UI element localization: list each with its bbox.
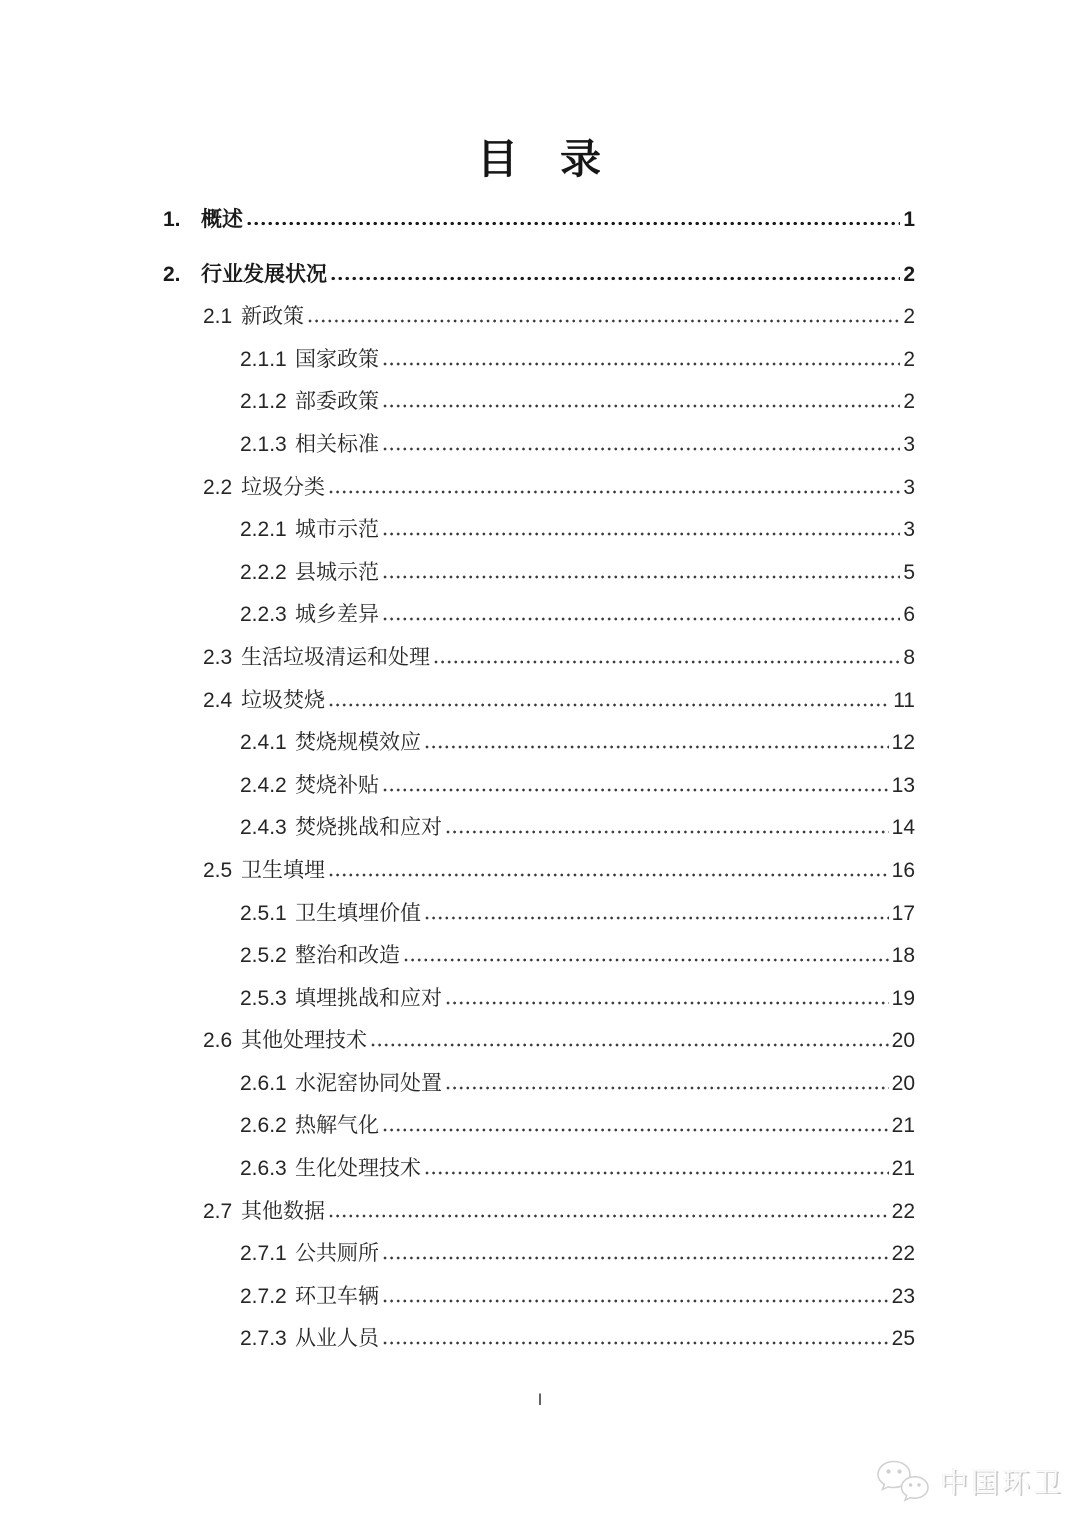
toc-entry[interactable] — [163, 513, 915, 556]
toc-entry[interactable] — [163, 1322, 915, 1365]
dot-leader — [383, 404, 900, 408]
toc-entry-number: 2.5.3 — [240, 986, 287, 1010]
dot-leader — [446, 1001, 889, 1005]
toc-entry-label: 相关标准 — [295, 432, 379, 456]
toc-entry-number: 2.6.3 — [240, 1157, 287, 1181]
toc-entry-page: 25 — [891, 1327, 915, 1351]
toc-entry-page: 2 — [903, 305, 915, 329]
toc-entry-label: 部委政策 — [295, 390, 379, 414]
toc-entry-page: 13 — [891, 773, 915, 797]
toc-entry-label: 概述 — [201, 208, 243, 231]
toc-entry-label: 生活垃圾清运和处理 — [241, 645, 430, 669]
toc-entry-label: 垃圾焚烧 — [241, 688, 325, 712]
dot-leader — [383, 1128, 889, 1132]
toc-entry-label: 生化处理技术 — [295, 1157, 421, 1181]
toc-entry[interactable] — [163, 300, 915, 343]
toc-entry[interactable] — [163, 428, 915, 471]
toc-entry[interactable] — [163, 726, 915, 769]
toc-entry-number: 2.2.2 — [240, 560, 287, 584]
toc-entry-label: 公共厕所 — [295, 1242, 379, 1266]
toc-entry-label: 垃圾分类 — [241, 475, 325, 499]
dot-leader — [383, 362, 900, 366]
toc-entry-number: 2.7.2 — [240, 1284, 287, 1308]
toc-entry-page: 1 — [903, 208, 915, 231]
watermark — [874, 1458, 1064, 1504]
toc-entry[interactable] — [163, 811, 915, 854]
toc-entry-page: 18 — [891, 944, 915, 968]
toc-entry-label: 卫生填埋价值 — [295, 901, 421, 925]
dot-leader — [383, 617, 900, 621]
toc-entry-page: 20 — [891, 1029, 915, 1053]
toc-entry-number: 2.1.1 — [240, 347, 287, 371]
dot-leader — [446, 1086, 889, 1090]
toc-entry[interactable] — [163, 982, 915, 1025]
toc-entry-label: 环卫车辆 — [295, 1284, 379, 1308]
toc-entry-label: 其他数据 — [241, 1199, 325, 1223]
toc-entry-label: 卫生填埋 — [241, 858, 325, 882]
toc-entry-page: 12 — [891, 731, 915, 755]
toc-entry-label: 新政策 — [241, 305, 304, 329]
toc-entry[interactable] — [163, 684, 915, 727]
toc-entry-number: 2.5.1 — [240, 901, 287, 925]
toc-entry-page: 19 — [891, 986, 915, 1010]
toc-entry[interactable] — [163, 258, 915, 301]
dot-leader — [383, 447, 900, 451]
toc-entry-page: 16 — [891, 858, 915, 882]
dot-leader — [329, 873, 889, 877]
dot-leader — [247, 221, 900, 226]
toc-entry-number: 2.2.3 — [240, 603, 287, 627]
dot-leader — [383, 532, 900, 536]
toc-entry-label: 城市示范 — [295, 518, 379, 542]
toc-entry[interactable] — [163, 385, 915, 428]
toc-entry-number: 1. — [163, 208, 181, 231]
toc-entry[interactable] — [163, 641, 915, 684]
toc-entry-page: 22 — [891, 1199, 915, 1223]
dot-leader — [383, 1256, 889, 1260]
toc-entry[interactable] — [163, 854, 915, 897]
toc-entry-label: 填埋挑战和应对 — [295, 986, 442, 1010]
toc-entry-label: 国家政策 — [295, 347, 379, 371]
toc-entry-page: 5 — [903, 560, 915, 584]
toc-entry-number: 2.7 — [203, 1199, 233, 1223]
toc-entry-page: 22 — [891, 1242, 915, 1266]
toc-entry-label: 从业人员 — [295, 1327, 379, 1351]
dot-leader — [434, 660, 900, 664]
dot-leader — [383, 1341, 889, 1345]
toc-entry-label: 其他处理技术 — [241, 1029, 367, 1053]
toc-entry-label: 焚烧补贴 — [295, 773, 379, 797]
toc-entry-number: 2.1 — [203, 305, 233, 329]
toc-entry-page: 3 — [903, 432, 915, 456]
watermark-text: 中国环卫 — [939, 1467, 1064, 1498]
toc-entry-page: 20 — [891, 1071, 915, 1095]
toc-entry-page: 2 — [903, 347, 915, 371]
dot-leader — [383, 788, 889, 792]
toc-entry-page: 14 — [891, 816, 915, 840]
toc-entry-page: 2 — [903, 390, 915, 414]
toc-entry-page: 3 — [903, 518, 915, 542]
toc-entry[interactable] — [163, 556, 915, 599]
toc-entry[interactable] — [163, 897, 915, 940]
toc-entry-label: 整治和改造 — [295, 944, 400, 968]
toc-entry-number: 2.4.2 — [240, 773, 287, 797]
toc-entry-page: 23 — [891, 1284, 915, 1308]
toc-entry-number: 2.4.1 — [240, 731, 287, 755]
dot-leader — [383, 575, 900, 579]
toc-entry-label: 城乡差异 — [295, 603, 379, 627]
toc-entry-number: 2.6 — [203, 1029, 233, 1053]
toc-entry-number: 2.6.1 — [240, 1071, 287, 1095]
dot-leader — [371, 1043, 889, 1047]
toc-entry-label: 行业发展状况 — [201, 262, 327, 286]
toc-entry[interactable] — [163, 769, 915, 812]
toc-entry[interactable] — [163, 598, 915, 641]
toc-entry-page: 6 — [903, 603, 915, 627]
toc-entry-number: 2.1.2 — [240, 390, 287, 414]
toc-entry-number: 2.5.2 — [240, 944, 287, 968]
toc-entry[interactable] — [163, 1109, 915, 1152]
dot-leader — [425, 1171, 889, 1175]
toc-entry-number: 2.3 — [203, 645, 233, 669]
toc-entry-page: 2 — [903, 262, 915, 286]
toc-entry-label: 县城示范 — [295, 560, 379, 584]
footer-page-number: I — [537, 1390, 543, 1409]
toc-entry[interactable] — [163, 1152, 915, 1195]
toc-entry-number: 2.7.3 — [240, 1327, 287, 1351]
dot-leader — [331, 276, 900, 281]
toc-entry[interactable] — [163, 471, 915, 514]
dot-leader — [425, 916, 889, 920]
toc-entry-number: 2.4 — [203, 688, 233, 712]
toc-entry[interactable] — [163, 1237, 915, 1280]
toc-entry-page: 21 — [891, 1114, 915, 1138]
toc-entry[interactable] — [163, 1195, 915, 1238]
dot-leader — [383, 1299, 889, 1303]
toc-list — [163, 191, 915, 1365]
toc-entry[interactable] — [163, 1067, 915, 1110]
toc-entry-number: 2.7.1 — [240, 1242, 287, 1266]
toc-entry-number: 2.2.1 — [240, 518, 287, 542]
toc-entry-page: 11 — [893, 688, 915, 712]
dot-leader — [446, 830, 889, 834]
toc-entry-number: 2.5 — [203, 858, 233, 882]
dot-leader — [329, 490, 900, 494]
dot-leader — [329, 1214, 889, 1218]
toc-entry-number: 2.4.3 — [240, 816, 287, 840]
toc-entry[interactable] — [163, 343, 915, 386]
dot-leader — [308, 319, 900, 323]
toc-entry-page: 21 — [891, 1157, 915, 1181]
page-title: 目 录 — [476, 136, 604, 182]
toc-entry[interactable] — [163, 1024, 915, 1067]
toc-entry-page: 17 — [891, 901, 915, 925]
toc-entry-label: 焚烧挑战和应对 — [295, 816, 442, 840]
dot-leader — [404, 958, 889, 962]
toc-entry-number: 2.1.3 — [240, 432, 287, 456]
toc-entry[interactable] — [163, 1280, 915, 1323]
toc-entry-label: 焚烧规模效应 — [295, 731, 421, 755]
toc-entry-number: 2.6.2 — [240, 1114, 287, 1138]
dot-leader — [329, 703, 890, 707]
toc-entry-label: 热解气化 — [295, 1114, 379, 1138]
toc-entry-number: 2.2 — [203, 475, 233, 499]
dot-leader — [425, 745, 889, 749]
toc-entry-number: 2. — [163, 262, 181, 286]
toc-entry[interactable] — [163, 203, 915, 246]
toc-entry-page: 3 — [903, 475, 915, 499]
toc-entry[interactable] — [163, 939, 915, 982]
wechat-bubbles-icon — [874, 1458, 932, 1504]
toc-entry-page: 8 — [903, 645, 915, 669]
toc-entry-label: 水泥窑协同处置 — [295, 1071, 442, 1095]
